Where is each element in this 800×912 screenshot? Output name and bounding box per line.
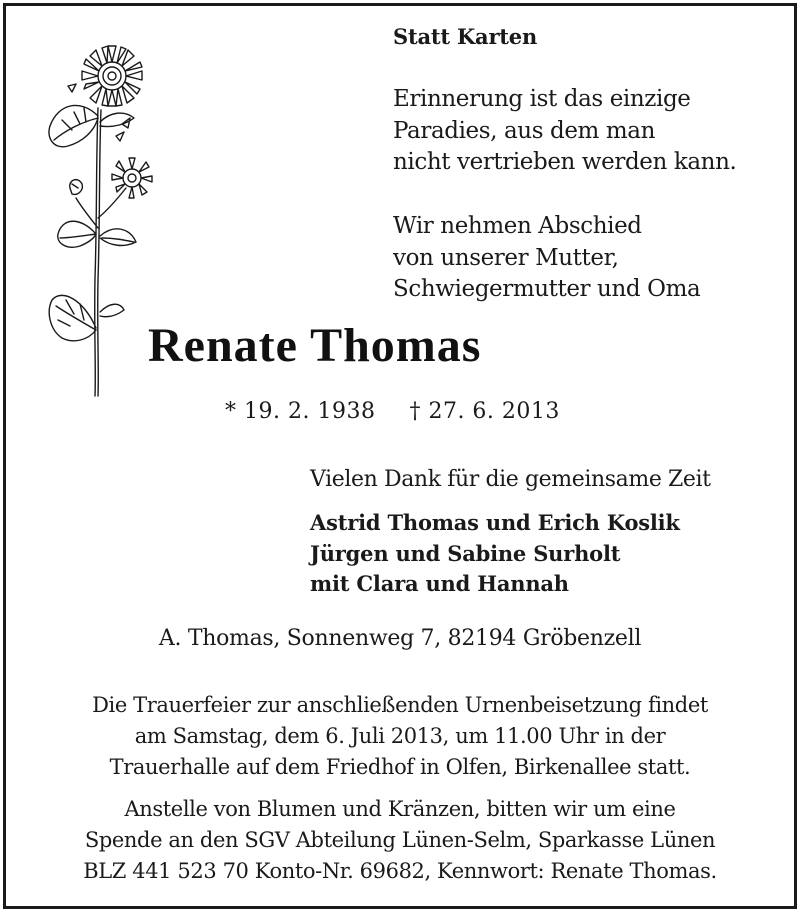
ceremony-info	[0, 690, 800, 783]
donation-line: BLZ 441 523 70 Konto-Nr. 69682, Kennwort: Renate Thomas.	[83, 859, 717, 883]
donation-info	[0, 794, 800, 887]
farewell-line: von unserer Mutter,	[393, 244, 619, 271]
sunflower-illustration	[40, 38, 160, 398]
quote-line: Paradies, aus dem man	[393, 117, 656, 144]
ceremony-line: Trauerhalle auf dem Friedhof in Olfen, Birkenallee statt.	[109, 755, 691, 779]
quote-line: nicht vertrieben werden kann.	[393, 149, 737, 175]
ceremony-line: Die Trauerfeier zur anschließenden Urnenbeisetzung findet	[92, 693, 708, 717]
life-dates	[225, 399, 560, 424]
farewell-text	[393, 211, 700, 306]
thanks-line: Vielen Dank für die gemeinsame Zeit	[310, 467, 711, 492]
donation-line: Anstelle von Blumen und Kränzen, bitten wir um eine	[124, 797, 676, 821]
ceremony-line: am Samstag, dem 6. Juli 2013, um 11.00 Uhr in der	[134, 724, 666, 748]
quote-line: Erinnerung ist das einzige	[393, 86, 691, 112]
heading-statt-karten: Statt Karten	[393, 24, 538, 49]
memorial-quote	[393, 84, 736, 179]
family-line: Astrid Thomas und Erich Koslik	[310, 510, 680, 535]
birth-date: * 19. 2. 1938	[225, 399, 376, 424]
farewell-line: Wir nehmen Abschied	[393, 213, 642, 239]
farewell-line: Schwiegermutter und Oma	[393, 276, 701, 302]
deceased-name: Renate Thomas	[148, 319, 482, 372]
family-names	[310, 508, 680, 600]
contact-address: A. Thomas, Sonnenweg 7, 82194 Gröbenzell	[158, 626, 642, 651]
death-date: † 27. 6. 2013	[409, 399, 560, 424]
family-line: Jürgen und Sabine Surholt	[310, 540, 621, 566]
family-line: mit Clara und Hannah	[310, 571, 569, 596]
donation-line: Spende an den SGV Abteilung Lünen-Selm, Sparkasse Lünen	[84, 828, 716, 852]
